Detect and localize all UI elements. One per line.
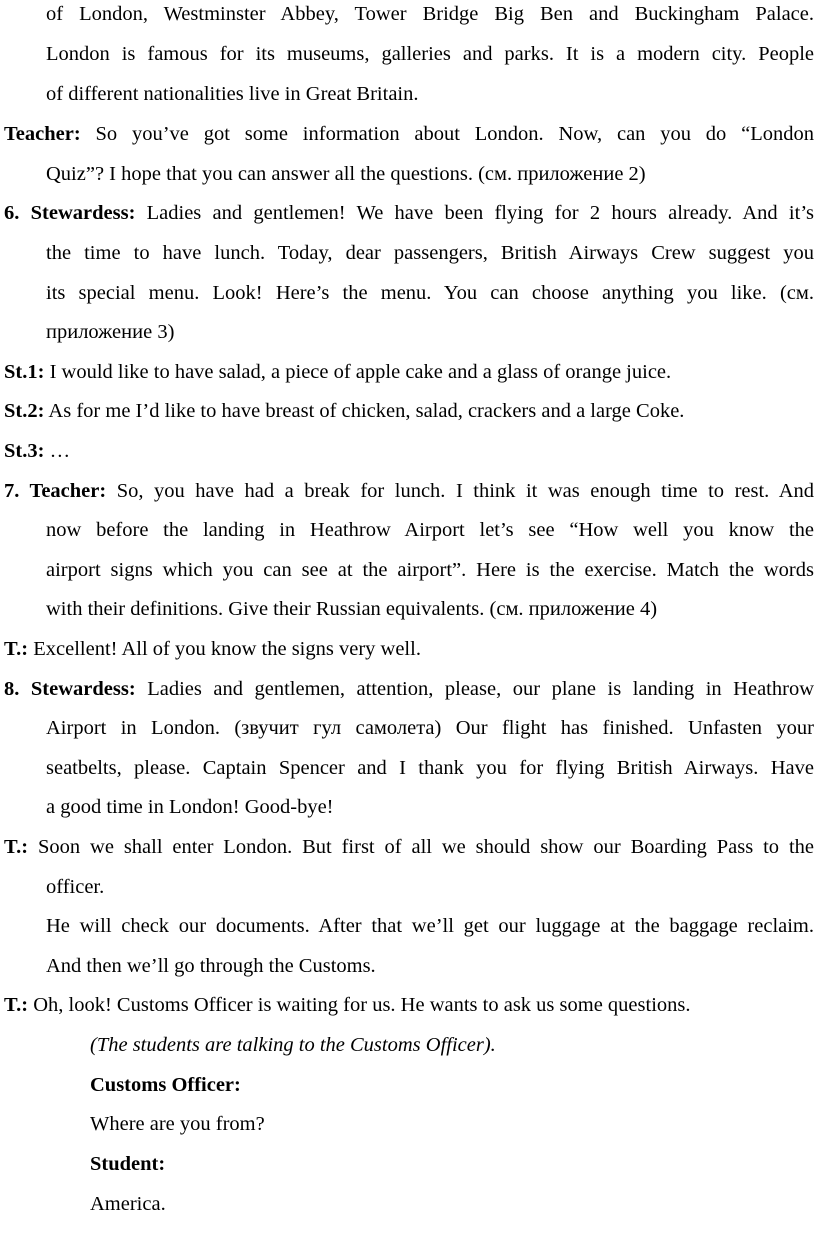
paragraph-line: of different nationalities live in Great Britain. <box>46 83 419 105</box>
speaker-label: St.1: <box>4 361 45 383</box>
dialogue-line: Where are you from? <box>90 1113 265 1135</box>
dialogue-line: Airport in London. (звучит гул самолета) Our flight has finished. Unfasten your <box>46 717 814 739</box>
dialogue-line: T.: Oh, look! Customs Officer is waiting for us. He wants to ask us some questions. <box>4 994 691 1016</box>
speaker-label: 8. Stewardess: <box>4 678 136 700</box>
speaker-label: St.2: <box>4 400 45 422</box>
dialogue-line: officer. <box>46 876 105 898</box>
speaker-label: T.: <box>4 836 29 858</box>
paragraph-line: of London, Westminster Abbey, Tower Bridge Big Ben and Buckingham Palace. <box>46 3 814 25</box>
speaker-heading: Customs Officer: <box>90 1074 241 1096</box>
dialogue-line: 7. Teacher: So, you have had a break for lunch. I think it was enough time to rest. And <box>4 480 815 502</box>
speaker-label: T.: <box>4 638 29 660</box>
speaker-label: Teacher: <box>4 123 81 145</box>
dialogue-line: 8. Stewardess: Ladies and gentlemen, attention, please, our plane is landing in Heathrow <box>4 678 815 700</box>
speaker-label: St.3: <box>4 440 45 462</box>
dialogue-line: приложение 3) <box>46 321 175 343</box>
speaker-label: 7. Teacher: <box>4 480 107 502</box>
stage-direction: (The students are talking to the Customs Officer). <box>90 1034 496 1056</box>
dialogue-line: St.1: I would like to have salad, a piece of apple cake and a glass of orange juice. <box>4 361 672 383</box>
dialogue-line: a good time in London! Good-bye! <box>46 796 334 818</box>
speaker-heading: Student: <box>90 1153 166 1175</box>
dialogue-line: airport signs which you can see at the airport”. Here is the exercise. Match the words <box>46 559 814 581</box>
dialogue-line: Teacher: So you’ve got some information about London. Now, can you do “London <box>4 123 814 145</box>
dialogue-line: the time to have lunch. Today, dear passengers, British Airways Crew suggest you <box>46 242 814 264</box>
speaker-label: 6. Stewardess: <box>4 202 136 224</box>
dialogue-line: T.: Soon we shall enter London. But first of all we should show our Boarding Pass to the <box>4 836 814 858</box>
dialogue-line: now before the landing in Heathrow Airport let’s see “How well you know the <box>46 519 814 541</box>
dialogue-line: its special menu. Look! Here’s the menu. You can choose anything you like. (см. <box>46 282 814 304</box>
dialogue-line: 6. Stewardess: Ladies and gentlemen! We have been flying for 2 hours already. And it’s <box>4 202 814 224</box>
dialogue-line: with their definitions. Give their Russian equivalents. (см. приложение 4) <box>46 598 658 620</box>
speaker-label: T.: <box>4 994 29 1016</box>
dialogue-line: And then we’ll go through the Customs. <box>46 955 376 977</box>
dialogue-line: St.2: As for me I’d like to have breast of chicken, salad, crackers and a large Coke. <box>4 400 685 422</box>
dialogue-line: America. <box>90 1193 166 1215</box>
dialogue-line: Quiz”? I hope that you can answer all the questions. (см. приложение 2) <box>46 163 646 185</box>
paragraph-line: London is famous for its museums, galleries and parks. It is a modern city. People <box>46 43 814 65</box>
dialogue-line: St.3: … <box>4 440 71 462</box>
dialogue-line: T.: Excellent! All of you know the signs very well. <box>4 638 421 660</box>
dialogue-line: He will check our documents. After that we’ll get our luggage at the baggage reclaim. <box>46 915 814 937</box>
dialogue-line: seatbelts, please. Captain Spencer and I thank you for flying British Airways. Have <box>46 757 814 779</box>
